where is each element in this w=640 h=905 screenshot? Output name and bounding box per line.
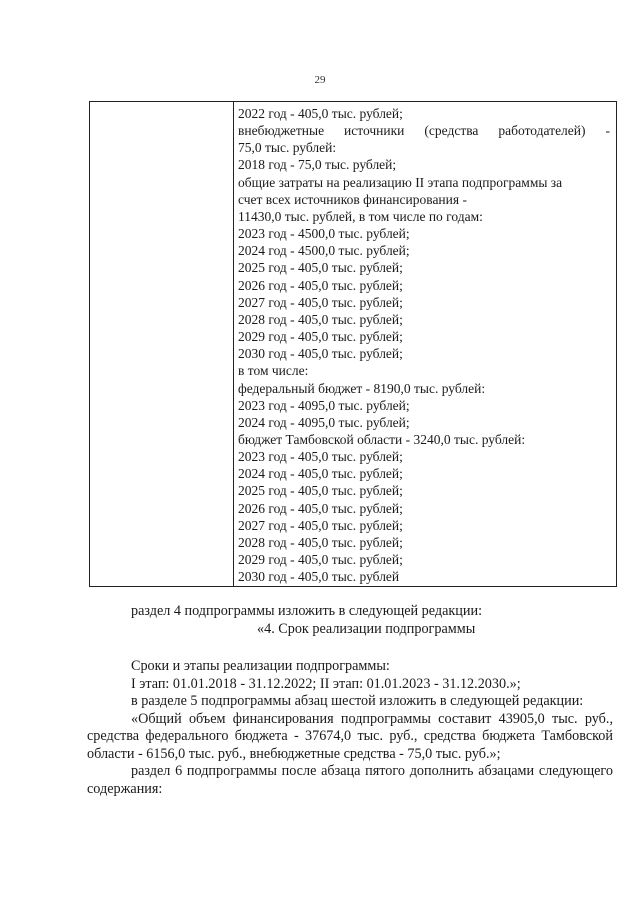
- table-line: 2023 год - 405,0 тыс. рублей;: [238, 449, 403, 465]
- paragraph: раздел 4 подпрограммы изложить в следующей редакции:: [131, 603, 483, 619]
- table-line: 2024 год - 4500,0 тыс. рублей;: [238, 243, 410, 259]
- table-line: общие затраты на реализацию II этапа подпрограммы за: [238, 174, 563, 190]
- table-line: 2022 год - 405,0 тыс. рублей;: [238, 106, 403, 121]
- table-line: 2029 год - 405,0 тыс. рублей;: [238, 329, 403, 345]
- paragraph: раздел 6 подпрограммы после абзаца пятого дополнить абзацами следующего содержания:: [87, 763, 613, 797]
- section-heading: «4. Срок реализации подпрограммы: [257, 620, 476, 637]
- table-line: 2029 год - 405,0 тыс. рублей;: [238, 552, 403, 568]
- table-line: 2028 год - 405,0 тыс. рублей;: [238, 311, 403, 327]
- table-line: в том числе:: [238, 363, 309, 379]
- table-line: 2026 год - 405,0 тыс. рублей;: [238, 500, 403, 516]
- paragraph: Сроки и этапы реализации подпрограммы:: [131, 658, 390, 674]
- table-line: счет всех источников финансирования -: [238, 191, 467, 207]
- table-line: 2024 год - 405,0 тыс. рублей;: [238, 466, 403, 482]
- table-line: 2028 год - 405,0 тыс. рублей;: [238, 534, 403, 550]
- table-line: 2023 год - 4500,0 тыс. рублей;: [238, 226, 410, 242]
- page-number: 29: [314, 74, 326, 86]
- paragraph: «Общий объем финансирования подпрограммы составит 43905,0 тыс. руб., средства федерального бюджета - 37674,0 тыс. руб., средства бюджета Тамбовской области - 6156,0 тыс. руб., внебюджетные средства - 75,0 тыс. руб.»;: [87, 710, 613, 762]
- table-line: бюджет Тамбовской области - 3240,0 тыс. рублей:: [238, 431, 526, 447]
- paragraph: в разделе 5 подпрограммы абзац шестой изложить в следующей редакции:: [131, 693, 584, 709]
- table-line: 2025 год - 405,0 тыс. рублей;: [238, 260, 403, 276]
- table-line: 2027 год - 405,0 тыс. рублей;: [238, 294, 403, 310]
- table-line: 2024 год - 4095,0 тыс. рублей;: [238, 414, 410, 430]
- financing-table: [89, 101, 617, 587]
- table-line: 2027 год - 405,0 тыс. рублей;: [238, 517, 403, 533]
- table-line: 11430,0 тыс. рублей, в том числе по годам:: [238, 208, 483, 224]
- table-line: внебюджетные источники (средства работодателей) -: [238, 123, 610, 139]
- body-text-lower: [87, 658, 613, 798]
- table-line: 2023 год - 4095,0 тыс. рублей;: [238, 397, 410, 413]
- table-line: 2018 год - 75,0 тыс. рублей;: [238, 157, 397, 173]
- table-column-divider: [233, 102, 234, 586]
- table-line: 2025 год - 405,0 тыс. рублей;: [238, 483, 403, 499]
- table-line: 2030 год - 405,0 тыс. рублей: [238, 569, 400, 585]
- table-content-cell: [238, 105, 610, 585]
- table-line: 2026 год - 405,0 тыс. рублей;: [238, 277, 403, 293]
- body-text-upper: [87, 603, 613, 638]
- table-line: федеральный бюджет - 8190,0 тыс. рублей:: [238, 380, 486, 396]
- table-line: 75,0 тыс. рублей:: [238, 140, 337, 156]
- table-line: 2030 год - 405,0 тыс. рублей;: [238, 346, 403, 362]
- paragraph: I этап: 01.01.2018 - 31.12.2022; II этап: 01.01.2023 - 31.12.2030.»;: [131, 675, 521, 692]
